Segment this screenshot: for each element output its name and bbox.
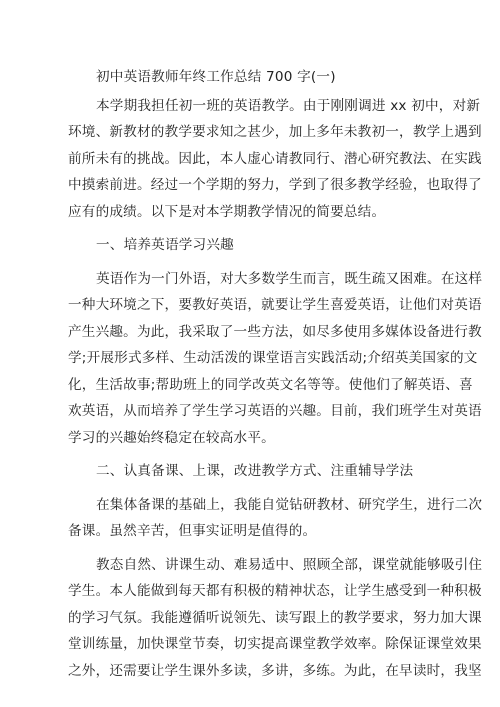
text-line: 学;开展形式多样、生动活泼的课堂语言实践活动;介绍英美国家的文	[68, 350, 478, 366]
text-line: 一种大环境之下，要教好英语，就要让学生喜爱英语，让他们对英语	[68, 297, 482, 313]
text-line: 的学习气氛。我能遵循听说领先、读写跟上的教学要求，努力加大课	[68, 609, 482, 626]
text-line: 欢英语，从而培养了学生学习英语的兴趣。目前，我们班学生对英语	[68, 403, 482, 419]
paragraph-lesson-prep	[68, 492, 483, 545]
text-line: 之外，还需要让学生课外多读，多讲，多练。为此，在早读时，我坚	[68, 662, 482, 679]
text-line: 前所未有的挑战。因此，本人虚心请教同行、潜心研究教法、在实践	[68, 150, 482, 167]
section-heading-2	[68, 458, 432, 485]
paragraph-teaching	[68, 552, 483, 685]
paragraph-intro	[68, 93, 482, 226]
section-heading: 二、认真备课、上课，改进教学方式、注重辅导学法	[96, 463, 414, 479]
text-line: 教态自然、讲课生动、难易适中、照顾全部，课堂就能够吸引住	[96, 556, 483, 573]
text-line: 本学期我担任初一班的英语教学。由于刚刚调进 xx 初中，对新	[96, 97, 481, 114]
text-line: 备课。虽然辛苦，但事实证明是值得的。	[68, 523, 317, 539]
document-body	[68, 64, 483, 684]
section-heading: 一、培养英语学习兴趣	[96, 237, 234, 253]
text-line: 中摸索前进。经过一个学期的努力，学到了很多教学经验，也取得了	[68, 177, 482, 193]
document-title: 初中英语教师年终工作总结 700 字(一)	[96, 69, 336, 85]
section-heading-1	[68, 232, 432, 259]
text-line: 环境、新教材的教学要求知之甚少，加上多年未教初一，教学上遇到	[68, 124, 482, 140]
text-line: 在集体备课的基础上，我能自觉钻研教材、研究学生，进行二次	[96, 496, 483, 513]
text-line: 堂训练量，加快课堂节奏，切实提高课堂教学效率。除保证课堂效果	[68, 636, 482, 652]
text-line: 应有的成绩。以下是对本学期教学情况的简要总结。	[68, 203, 386, 220]
paragraph-interest	[68, 266, 483, 452]
text-line: 英语作为一门外语，对大多数学生而言，既生疏又困难。在这样	[96, 270, 483, 287]
text-line: 学生。本人能做到每天都有积极的精神状态，让学生感受到一种积极	[68, 583, 482, 599]
text-line: 化，生活故事;帮助班上的同学改英文名等等。使他们了解英语、喜	[68, 376, 473, 393]
text-line: 学习的兴趣始终稳定在较高水平。	[68, 429, 275, 446]
text-line: 产生兴趣。为此，我采取了一些方法，如尽多使用多媒体设备进行教	[68, 323, 482, 340]
